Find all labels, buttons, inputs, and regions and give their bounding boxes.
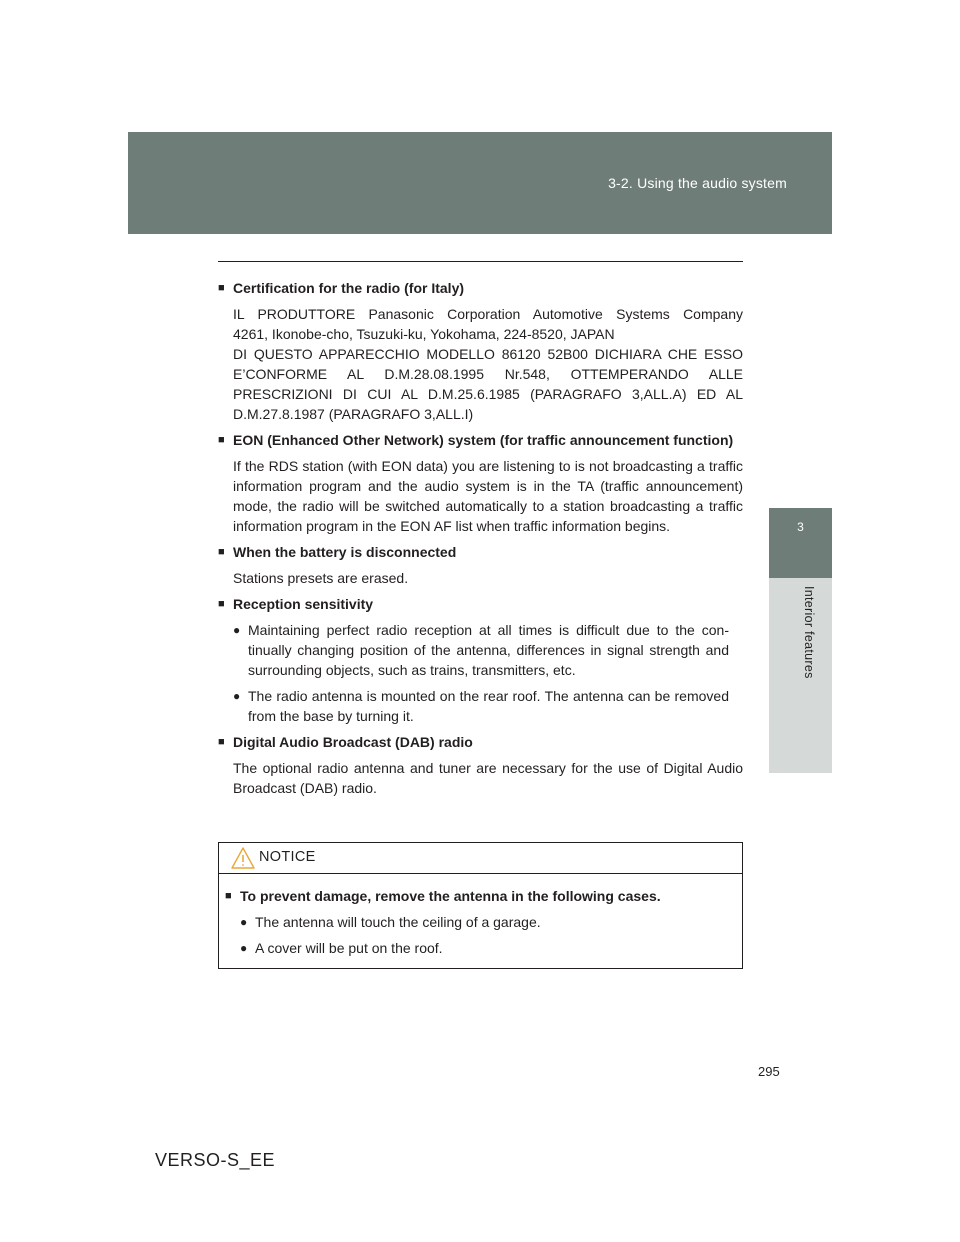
notice-heading: To prevent damage, remove the antenna in the following cases. [240, 888, 661, 904]
warning-triangle-icon [230, 846, 256, 875]
section-body [233, 304, 743, 424]
chapter-label: Interior features [802, 586, 816, 679]
section-heading: Reception sensitivity [233, 596, 374, 612]
body-line: 4261, Ikonobe-cho, Tsuzuki-ku, Yokohama, 224-8520, JAPAN [233, 326, 615, 342]
chapter-label-tab [769, 578, 832, 773]
list-item [233, 686, 743, 726]
section-heading: When the battery is disconnected [233, 544, 457, 560]
square-bullet-icon: ■ [218, 736, 225, 748]
bullet-text: The radio antenna is mounted on the rear roof. The antenna can be removed from the base by turning it. [248, 688, 729, 724]
square-bullet-icon: ■ [218, 546, 225, 558]
list-item [233, 620, 743, 680]
page-number: 295 [758, 1064, 780, 1079]
round-bullet-icon: ● [240, 915, 248, 929]
section-dab [218, 732, 743, 798]
notice-title: NOTICE [259, 849, 316, 865]
section-heading: Certification for the radio (for Italy) [233, 280, 465, 296]
header-band [128, 132, 832, 234]
list-item [240, 938, 736, 958]
main-content [218, 278, 743, 804]
section-battery [218, 542, 743, 588]
section-body: Stations presets are erased. [233, 570, 409, 586]
square-bullet-icon: ■ [218, 434, 225, 446]
section-title: 3-2. Using the audio system [608, 175, 787, 191]
section-heading: EON (Enhanced Other Network) system (for traffic announcement function) [233, 432, 734, 448]
section-eon [218, 430, 743, 536]
round-bullet-icon: ● [233, 689, 241, 703]
round-bullet-icon: ● [240, 941, 248, 955]
bullet-text: The antenna will touch the ceiling of a garage. [255, 914, 541, 930]
list-item [240, 912, 736, 932]
section-heading: Digital Audio Broadcast (DAB) radio [233, 734, 473, 750]
body-line: DI QUESTO APPARECCHIO MODELLO 86120 52B00 DICHIARA CHE ESSO E’CONFORME AL D.M.28.08.1995 Nr.548, OTTEMPERANDO ALLE PRESCRIZIONI DI CUI AL D.M.25.6.1985 (PARAGRAFO 3,ALL.A) ED AL D.M.27.8.1987 (PARAGRAFO 3,ALL.I) [233, 346, 743, 422]
body-line: IL PRODUTTORE Panasonic Corporation Automotive Systems Company [233, 306, 743, 322]
chapter-tab [769, 508, 832, 578]
document-code: VERSO-S_EE [155, 1150, 276, 1170]
notice-header [219, 843, 742, 874]
chapter-number: 3 [797, 520, 804, 534]
square-bullet-icon: ■ [218, 598, 225, 610]
section-body: The optional radio antenna and tuner are necessary for the use of Digital Audio Broadcast (DAB) radio. [233, 760, 743, 796]
square-bullet-icon: ■ [225, 890, 232, 902]
bullet-text: Maintaining perfect radio reception at all times is difficult due to the con-tinually changing position of the antenna, differences in signal strength and surrounding objects, such as trains, transmitters, etc. [248, 622, 729, 678]
top-divider [218, 261, 743, 262]
round-bullet-icon: ● [233, 623, 241, 637]
section-certification [218, 278, 743, 424]
bullet-text: A cover will be put on the roof. [255, 940, 443, 956]
section-reception [218, 594, 743, 726]
section-body: If the RDS station (with EON data) you are listening to is not broadcasting a traffic information program and the audio system is in the TA (traffic announcement) mode, the radio will be switched automatically to a station broadcasting a traffic information program in the EON AF list when traffic information begins. [233, 458, 743, 534]
notice-box [218, 842, 743, 969]
square-bullet-icon: ■ [218, 282, 225, 294]
notice-body [219, 874, 742, 958]
